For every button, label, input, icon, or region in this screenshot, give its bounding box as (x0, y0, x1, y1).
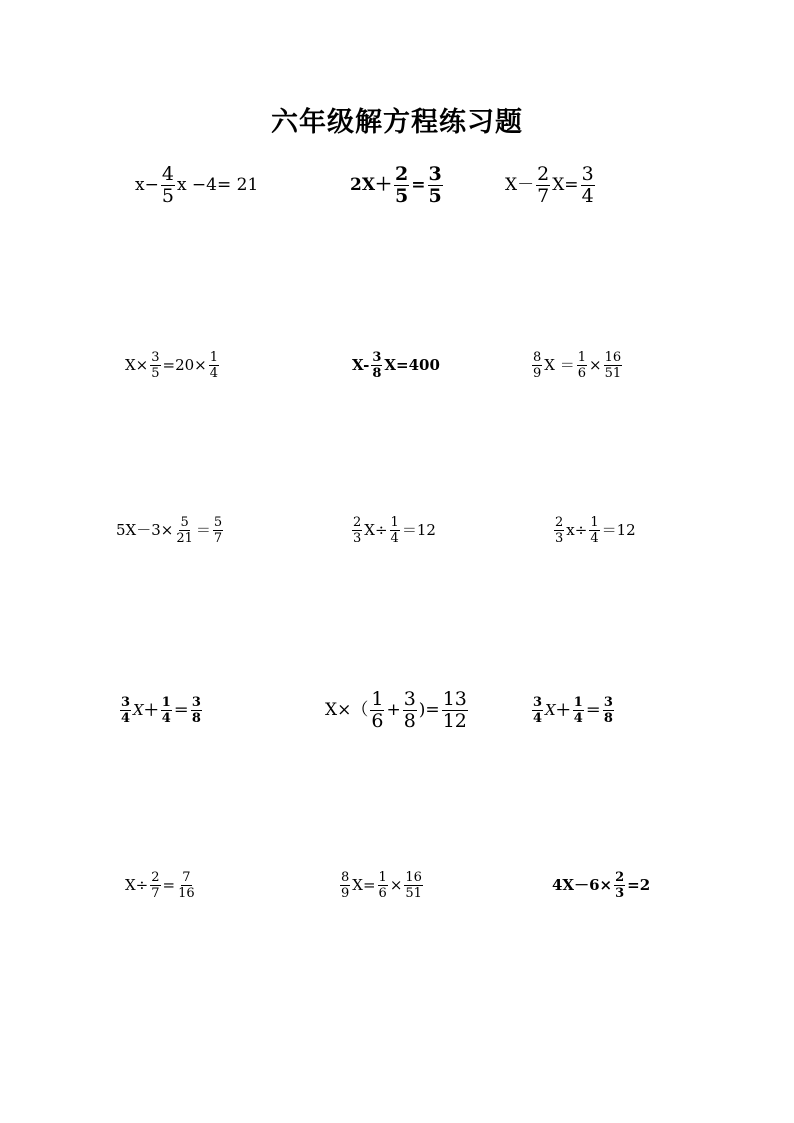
numerator: 5 (213, 514, 223, 530)
denominator: 9 (533, 365, 542, 381)
equation-text: x− (135, 174, 159, 195)
numerator: 2 (615, 869, 625, 885)
equation-text: =20× (162, 355, 207, 374)
equation-text: × (389, 875, 403, 894)
denominator: 4 (581, 184, 594, 207)
fraction (175, 516, 194, 545)
denominator: 7 (213, 530, 223, 546)
numerator: 1 (209, 349, 219, 365)
numerator: 3 (533, 694, 543, 710)
numerator: 13 (442, 687, 467, 710)
denominator: 51 (604, 365, 622, 381)
equation-text: X×（ (325, 699, 369, 720)
equation-9 (552, 500, 636, 560)
fraction (340, 871, 350, 900)
equation-text: ＝12 (601, 520, 636, 539)
numerator: 4 (161, 162, 174, 185)
numerator: 3 (151, 349, 160, 365)
numerator: 1 (390, 514, 399, 530)
denominator: 8 (372, 365, 382, 381)
fraction (536, 162, 550, 207)
equation-text: x÷ (566, 520, 588, 539)
numerator: 2 (353, 514, 362, 530)
numerator: 1 (590, 514, 599, 530)
denominator: 5 (161, 184, 174, 207)
numerator: 1 (577, 349, 587, 365)
denominator: 4 (209, 365, 219, 381)
fraction (589, 516, 599, 545)
equation-4 (125, 335, 221, 395)
fraction (554, 516, 564, 545)
equation-text: ＝ (585, 700, 601, 719)
equation-text: X÷ (364, 520, 388, 539)
equation-7 (116, 500, 225, 560)
equation-14 (338, 855, 425, 915)
equation-10 (118, 680, 204, 740)
denominator: 9 (341, 885, 350, 901)
denominator: 12 (442, 709, 467, 732)
denominator: 6 (577, 365, 587, 381)
fraction (603, 696, 614, 725)
denominator: 5 (428, 184, 442, 207)
equation-12 (530, 680, 616, 740)
denominator: 7 (151, 885, 160, 901)
fraction (177, 871, 196, 900)
numerator: 8 (341, 869, 350, 885)
denominator: 3 (615, 885, 625, 901)
numerator: 7 (182, 869, 191, 885)
numerator: 3 (403, 687, 416, 710)
fraction (120, 696, 131, 725)
denominator: 4 (161, 710, 171, 726)
equation-8 (350, 500, 436, 560)
fraction (532, 696, 543, 725)
fraction (581, 162, 595, 207)
fraction (352, 516, 362, 545)
numerator: 3 (428, 162, 442, 185)
equation-1 (135, 155, 258, 215)
numerator: 3 (121, 694, 131, 710)
equation-3 (505, 155, 597, 215)
equation-text: = (162, 875, 176, 894)
denominator: 8 (191, 710, 201, 726)
equation-text: ＋ (555, 700, 571, 719)
equation-text: ＋ (143, 700, 159, 719)
numerator: 1 (161, 694, 171, 710)
equation-6 (530, 335, 624, 395)
denominator: 6 (371, 709, 384, 732)
fraction (161, 696, 172, 725)
denominator: 4 (590, 530, 599, 546)
equation-text: × (589, 355, 602, 374)
numerator: 3 (581, 162, 594, 185)
denominator: 5 (395, 184, 409, 207)
numerator: 1 (371, 687, 384, 710)
numerator: 2 (555, 514, 564, 530)
denominator: 51 (405, 885, 422, 901)
equation-text: ＝ (195, 520, 211, 539)
numerator: 5 (180, 514, 189, 530)
denominator: 4 (533, 710, 543, 726)
fraction (442, 687, 468, 732)
equation-2 (350, 155, 445, 215)
fraction (403, 687, 417, 732)
numerator: 16 (604, 349, 622, 365)
equation-15 (552, 855, 650, 915)
equation-text: ＝12 (401, 520, 436, 539)
fraction (394, 162, 409, 207)
fraction (390, 516, 400, 545)
equation-text: 5X－3× (116, 520, 174, 539)
equation-text: X (133, 700, 144, 719)
denominator: 4 (390, 530, 399, 546)
equation-text: X÷ (125, 875, 149, 894)
fraction (428, 162, 443, 207)
numerator: 1 (378, 869, 387, 885)
numerator: 16 (405, 869, 422, 885)
equation-text: 2X＋ (350, 174, 393, 195)
fraction (209, 351, 219, 380)
numerator: 1 (573, 694, 583, 710)
equation-text: )= (418, 699, 440, 720)
numerator: 3 (191, 694, 201, 710)
denominator: 5 (151, 365, 160, 381)
denominator: 6 (378, 885, 387, 901)
equation-text: 4X－6× (552, 875, 613, 894)
equation-text: X=400 (384, 355, 440, 374)
page-title: 六年级解方程练习题 (271, 107, 523, 138)
equation-text: X－ (505, 174, 535, 195)
denominator: 4 (121, 710, 131, 726)
denominator: 7 (537, 184, 550, 207)
denominator: 4 (573, 710, 583, 726)
equation-text: + (386, 699, 401, 720)
fraction (378, 871, 388, 900)
numerator: 8 (533, 349, 542, 365)
equation-text: X= (352, 875, 376, 894)
denominator: 8 (603, 710, 613, 726)
denominator: 3 (353, 530, 362, 546)
denominator: 8 (403, 709, 416, 732)
fraction (577, 351, 587, 380)
denominator: 16 (178, 885, 195, 901)
equation-5 (352, 335, 440, 395)
fraction (161, 162, 175, 207)
fraction (370, 687, 384, 732)
numerator: 2 (395, 162, 409, 185)
equation-text: X (545, 700, 556, 719)
fraction (150, 351, 160, 380)
fraction (213, 516, 223, 545)
equation-11 (325, 680, 470, 740)
fraction (532, 351, 542, 380)
fraction (614, 871, 625, 900)
numerator: 3 (603, 694, 613, 710)
numerator: 3 (372, 349, 382, 365)
equation-text: x −4= 21 (176, 174, 259, 195)
equation-text: X× (125, 355, 149, 374)
equation-text: = (411, 174, 426, 195)
fraction (604, 351, 623, 380)
fraction (150, 871, 160, 900)
equation-text: =2 (627, 875, 651, 894)
numerator: 2 (537, 162, 550, 185)
equation-13 (125, 855, 198, 915)
equation-text: X- (352, 355, 370, 374)
fraction (191, 696, 202, 725)
equation-text: ＝ (173, 700, 189, 719)
denominator: 21 (176, 530, 193, 546)
fraction (573, 696, 584, 725)
fraction (404, 871, 423, 900)
equation-text: X= (552, 174, 579, 195)
equation-text: X ＝ (544, 355, 575, 374)
denominator: 3 (555, 530, 564, 546)
numerator: 2 (151, 869, 160, 885)
fraction (371, 351, 382, 380)
